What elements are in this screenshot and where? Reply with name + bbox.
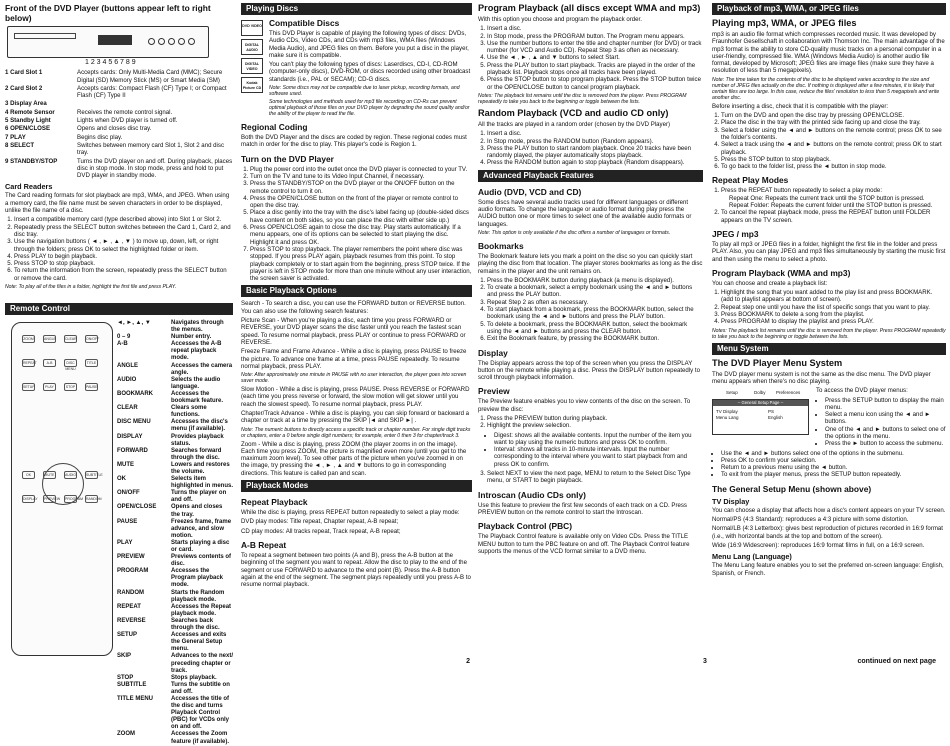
- remote-key-desc: Accesses the camera angle.: [171, 362, 233, 376]
- program-note: Notes: The playback list remains until the disc is removed from the player. Press PROGRAM repeatedly to take you back to the beginning or toggle between the lists.: [478, 92, 687, 105]
- ab-repeat-text: To repeat a segment between two points (A and B), press the A-B button at the beginning of the segment you want to repeat. Allow the disc to play to the end of the segment or use FORWARD to advance to the end point (B). Press the A-B button again at the end of the segment. The segment plays repeatedly until you press A-B to resume normal playback.: [241, 551, 471, 589]
- list-item: 4. Press PLAY to begin playback.: [14, 253, 233, 260]
- remote-key-desc: Turns the subtitle on and off.: [171, 681, 230, 695]
- list-item: 2. To create a bookmark, select a empty bookmark using the ◄ and ► buttons and press the PLAY button.: [487, 284, 703, 299]
- list-item: 5. Press STOP to stop playback.: [14, 260, 233, 267]
- front-title: Front of the DVD Player (buttons appear left to right below): [5, 3, 211, 23]
- list-item: 3. Select NEXT to view the next page, MENU to return to the Select Disc Type menu, or START to begin playback.: [487, 470, 703, 485]
- ab-repeat-title: A-B Repeat: [241, 539, 287, 550]
- remote-button-icon: STOP: [65, 385, 76, 389]
- list-item: 1. Insert a disc.: [487, 25, 703, 32]
- random-intro: All the tracks are played in a random order (chosen by the DVD Player): [478, 120, 671, 128]
- list-item: 1. Insert a disc.: [487, 130, 703, 137]
- list-item: • Press OK to confirm your selection.: [721, 457, 946, 464]
- chapter-advance-text: Chapter/Track Advance - While a disc is playing, you can skip forward or backward a chapter or track at a time by pressing the SKIP |◄ and SKIP ►| .: [241, 409, 470, 425]
- repeat-modes-list: [712, 187, 946, 223]
- remote-key-label: 0 – 9: [117, 334, 131, 341]
- program-steps-list: [478, 25, 703, 91]
- remote-key-desc: Lowers and restores the volume.: [171, 461, 230, 475]
- setup-screen: [712, 399, 809, 435]
- remote-key-desc: Accesses the A-B repeat playback mode.: [171, 341, 222, 362]
- remote-key-label: ZOOM: [117, 731, 135, 738]
- remote-key-label: OPEN/CLOSE: [117, 504, 157, 511]
- remote-key-desc: Accesses the disc's menu (if available).: [171, 419, 228, 433]
- list-item: 6. Press the STOP button to stop program playback. Press the STOP button twice or the OPEN/CLOSE button to cancel program playback.: [487, 76, 703, 91]
- front-item-row: [5, 69, 233, 84]
- program-wma-intro: You can choose and create a playback list:: [712, 279, 828, 287]
- incompatible-discs-text: You can't play the following types of discs: Laserdiscs, CD-I, CD-ROM (computer-only discs), DVD-ROM, or discs recorded using other broadcast standards (i.e., PAL or SECAM); CD-G discs.: [269, 61, 471, 83]
- audio-text: Some discs have several audio tracks used for different languages or different audio formats. To change the language or audio format during play press the AUDIO button one or more times to select one of the available audio formats or languages.: [478, 198, 692, 228]
- remote-button-icon: PROGRAM: [65, 497, 84, 501]
- regional-coding-text: Both the DVD Player and the discs are coded by region. These regional codes must match in order for the disc to play. This player's code is Region 1.: [241, 134, 467, 149]
- list-item: 3. Use the number buttons to enter the title and chapter number (for DVD) or track number (for VCD and Audio CD). Repeat Step 3 as often as necessary.: [487, 40, 703, 55]
- list-item: 1. Plug the power cord into the outlet once the DVD player is connected to your TV.: [250, 166, 472, 173]
- card-readers-text: The Card reading formats for slot playback are mp3, WMA, and JPEG. When using a memory card, the file name must be seven characters in order to be displayed, unlike the file name of a disc.: [5, 192, 230, 215]
- list-item: • One of the ◄ and ► buttons to select one of the options in the menu.: [825, 426, 946, 441]
- tv-display-option: Normal/PS (4:3 Standard): reproduces a 4:3 picture with some distortion.: [712, 516, 909, 524]
- remote-key-label: DISPLAY: [117, 433, 143, 440]
- list-item: • Select a menu icon using the ◄ and ► buttons.: [825, 411, 946, 426]
- list-item: 3. Press BOOKMARK to delete a song from the playlist.: [721, 311, 946, 318]
- repeat-modes-step: 2. To cancel the repeat playback mode, press the REPEAT button until FOLDER appears on the TV screen.: [721, 209, 946, 224]
- basic-playback-title: Basic Playback Options: [241, 285, 472, 297]
- preferences-icon: Preferences: [776, 390, 801, 396]
- front-item-row: [5, 142, 233, 157]
- freeze-frame-text: Freeze Frame and Frame Advance - While a disc is playing, press PAUSE to freeze the picture. To advance one frame at a time, press PAUSE repeatedly. To resume normal playback, press PLAY.: [241, 348, 467, 370]
- compatible-note: Note: Some discs may not be compatible due to laser pickup, recording formats, and software used.: [269, 85, 460, 98]
- tv-display-text: You can choose a display that affects how a disc's content appears on your TV screen.: [712, 506, 946, 514]
- list-item: 2. Place the disc in the tray with the printed side facing up and close the tray.: [721, 119, 946, 126]
- list-item: • Return to a previous menu using the ◄ button.: [721, 464, 946, 471]
- tv-display-options: [712, 516, 946, 549]
- zoom-text: Zoom - While a disc is playing, press ZOOM (the player zooms in on the image). Each time you press ZOOM, the picture is magnified even more (until you get to the maximum zoom level). To see other parts of the picture when you've zoomed in on the image, try pressing the ◄ , ► , ▲ and ▼ buttons to go in corresponding directions. This feature is called pan and scan.: [241, 440, 467, 477]
- remote-key-desc: Searches forward through the disc.: [171, 447, 222, 461]
- random-playback-title: Random Playback (VCD and audio CD only): [478, 107, 669, 118]
- remote-key-label: PLAY: [117, 539, 133, 546]
- remote-key-label: ◄, ►, ▲, ▼: [117, 320, 151, 326]
- front-item-desc: Opens and closes disc tray.: [77, 125, 152, 133]
- remote-control-illustration: [11, 322, 113, 656]
- remote-key-label: ON/OFF: [117, 490, 140, 497]
- disc-logo-icons: [241, 20, 263, 93]
- front-item-row: [5, 117, 233, 124]
- column-front-and-remote: [5, 0, 234, 745]
- dolby-icon: Dolby: [754, 390, 766, 396]
- list-item: • Digest: shows all the available contents. Input the number of the item you want to play using the numeric buttons and press OK to confirm.: [494, 432, 703, 447]
- dvd-player-front-illustration: [7, 26, 209, 58]
- front-item-desc: [77, 100, 233, 107]
- pbc-text: The Playback Control feature is available only on Video CDs. Press the TITLE MENU button to turn the PBC feature on and off. The Playback Control feature supports the menus of the VCD format similar to a DVD menu.: [478, 533, 690, 555]
- jpeg-mp3-title: JPEG / mp3: [712, 228, 759, 239]
- repeat-modes-step: 1. Press the REPEAT button repeatedly to select a play mode: Repeat One: Repeats the current track until the STOP button is pressed. Repeat Folder: Repeats the current folder until the STOP button is pressed.: [721, 187, 946, 209]
- audio-note: Note: This option is only available if the disc offers a number of languages or formats.: [478, 229, 671, 236]
- front-item-row: [5, 125, 233, 132]
- front-item-label: 9 STANDBY/STOP: [5, 157, 58, 165]
- list-item: 6. To return the information from the screen, repeatedly press the SELECT button or remove the card.: [14, 267, 233, 282]
- remote-key-desc: Number entry.: [171, 334, 212, 341]
- freeze-note: Note: After approximately one minute in PAUSE with no user interaction, the player goes into screen saver mode.: [241, 372, 467, 385]
- list-item: 3. Repeat Step 2 as often as necessary.: [487, 299, 703, 306]
- setup-screen-header: -- General Setup Page --: [713, 400, 808, 406]
- menu-lang-text: The Menu Lang feature enables you to set the preferred on-screen language: English, Spanish, or French.: [712, 562, 944, 577]
- remote-key-label: A-B: [117, 341, 128, 348]
- turn-on-steps-list: [241, 166, 472, 283]
- list-item: 3. Select a folder using the ◄ and ► buttons on the remote control; press OK to see the folder's contents.: [721, 127, 946, 142]
- remote-key-label: SUBTITLE: [117, 681, 147, 688]
- list-item: 3. Press the PLAY button to start random playback. Once 20 tracks have been randomly played, the player automatically stops playback.: [487, 145, 703, 160]
- remote-button-icon: PREVIEW: [44, 497, 61, 501]
- remote-key-label: TITLE MENU: [117, 695, 153, 702]
- list-item: • Interval: shows all tracks in 10-minute intervals. Input the number corresponding to the interval where you want to start playback from and press OK to confirm.: [494, 446, 703, 468]
- column-playing-discs: [241, 0, 472, 667]
- remote-key-label: REVERSE: [117, 617, 146, 624]
- tv-display-title: TV Display: [712, 496, 750, 506]
- front-callout-numbers: 1 2 3 4 5 6 7 8 9: [85, 59, 136, 66]
- list-item: 5. Press the PLAY button to start playback. Tracks are played in the order of the playback list. Playback stops once all tracks have been played.: [487, 62, 703, 77]
- front-item-label: 2 Card Slot 2: [5, 84, 43, 92]
- remote-button-icon: SETUP: [23, 385, 35, 389]
- front-item-row: [5, 158, 233, 180]
- remote-key-desc: Accesses the title of the disc and turns Playback Control (PBC) for VCDs only on and off.: [171, 695, 230, 731]
- front-item-desc: Lights when DVD player is turned off.: [77, 117, 178, 125]
- setup-menu-diagram: [712, 389, 812, 437]
- list-item: • To exit from the player menus, press the SETUP button repeatedly.: [721, 471, 946, 478]
- remote-key-label: BOOKMARK: [117, 390, 153, 397]
- list-item: 4. Press the RANDOM button again to stop playback (Random disappears).: [487, 159, 703, 166]
- list-item: 5. Place a disc gently into the tray with the disc's label facing up (double-sided discs have content on both sides, so you can place the disc with either side up.): [250, 209, 472, 224]
- disc-format-logo-icon: DIGITAL AUDIO: [241, 39, 263, 55]
- audio-title: Audio (DVD, VCD and CD): [478, 186, 582, 197]
- compatible-discs-title: Compatible Discs: [269, 18, 340, 28]
- list-item: • Use the ◄ and ► buttons select one of the options in the submenu.: [721, 450, 946, 457]
- front-item-desc: Accepts cards: Only Multi-Media Card (MMC); Secure Digital (SD) Memory Stick (MS) or Smart Media (SM): [77, 69, 223, 84]
- remote-key-desc: Stops playback.: [171, 674, 217, 681]
- list-item: 1. Turn on the DVD and open the disc tray by pressing OPEN/CLOSE.: [721, 112, 946, 119]
- remote-key-desc: Navigates through the menus.: [171, 320, 224, 334]
- list-item: 2. Repeatedly press the SELECT button switches between the Card 1, Card 2, and disc tray.: [14, 224, 233, 239]
- list-item: 4. Press the OPEN/CLOSE button on the front of the player or remote control to open the disc tray.: [250, 195, 472, 210]
- front-item-label: 7 PLAY: [5, 133, 26, 141]
- random-steps-list: [478, 130, 703, 166]
- remote-key-desc: Accesses the bookmark feature.: [171, 390, 224, 405]
- menu-lang-label: Menu Lang: [716, 415, 739, 421]
- front-item-label: 4 Remote Sensor: [5, 108, 55, 116]
- mp3-text: mp3 is an audio file format which compresses recorded music. It was developed by Fraunhofer Gesellschaft in collaboration with Thomson Inc. The main advantage of the mp3 format is the ability to store CD-quality music tracks on a personal computer in a user-friendly, compressed file. WMA (Windows Media Audio) is another audio file format, developed by Microsoft; JPEG files are image files (make sure they have a resolution of less than 5 megapixels).: [712, 31, 945, 75]
- remote-key-desc: Provides playback status.: [171, 433, 224, 447]
- repeat-one-option: Repeat One: Repeats the current track until the STOP button is pressed.: [729, 194, 925, 202]
- continued-label: continued on next page: [857, 657, 936, 665]
- remote-key-desc: Searches back through the disc.: [171, 617, 220, 632]
- remote-button-icon: ANGLE: [44, 337, 56, 341]
- front-item-label: 8 SELECT: [5, 141, 35, 149]
- remote-key-desc: Accesses the Zoom feature (if available).: [171, 731, 230, 745]
- remote-key-label: PROGRAM: [117, 568, 149, 575]
- general-setup-title: The General Setup Menu (shown above): [712, 483, 872, 494]
- list-item: 3. Press the STANDBY/STOP on the DVD player or the ON/OFF button on the remote control to turn it on.: [250, 180, 472, 195]
- list-item: 2. Turn on the TV and tune to its Video Input Channel, if necessary.: [250, 173, 472, 180]
- preview-steps2-list: [478, 470, 703, 485]
- remote-key-label: CLEAR: [117, 405, 138, 412]
- advanced-features-title: Advanced Playback Features: [478, 170, 703, 182]
- bookmark-steps-list: [478, 277, 703, 343]
- front-item-label: 3 Display Area: [5, 100, 47, 108]
- front-item-desc: Accepts cards: Compact Flash (CF) Type I; or Compact Flash (CF) Type II: [77, 84, 227, 100]
- disc-format-logo-icon: DVD VIDEO: [241, 20, 263, 36]
- list-item: 1. Press the BOOKMARK button during playback (a menu is displayed).: [487, 277, 703, 284]
- remote-key-label: OK: [117, 476, 126, 483]
- front-item-desc: Receives the remote control signal.: [77, 108, 173, 116]
- repeat-text: While the disc is playing, press REPEAT button repeatedly to select a play mode:: [241, 509, 460, 517]
- tv-display-option: Normal/LB (4:3 Letterbox): gives best reproduction of pictures recorded in 16:9 format (i.e., with horizontal bands at the top and bottom of the screen).: [712, 525, 944, 540]
- column-program-advanced: [478, 0, 707, 667]
- remote-key-desc: Opens and closes the tray.: [171, 504, 223, 518]
- preview-text: The Preview feature enables you to view contents of the disc on the screen. To preview the disc:: [478, 398, 691, 413]
- remote-key-desc: Selects the audio language.: [171, 376, 221, 390]
- turn-on-title: Turn on the DVD Player: [241, 153, 334, 164]
- remote-key-label: PAUSE: [117, 518, 138, 525]
- list-item: • Press the ► button to access the submenu.: [825, 440, 946, 447]
- display-title: Display: [478, 347, 508, 358]
- card-step-note: Note: To play all of the files in a folder, highlight the first file and press PLAY.: [5, 284, 177, 291]
- chapter-note: Note: The numeric buttons to directly access a specific track or chapter number. For single digit tracks or chapters, enter a 0 before single digit numbers; for example, enter 0 then 3 for chapter/track 3.: [241, 426, 471, 439]
- remote-key-desc: Accesses the Repeat playback mode.: [171, 603, 232, 617]
- remote-button-icon: PLAY: [43, 383, 56, 391]
- repeat-cd-modes: CD play modes: All tracks repeat, Track repeat, A-B repeat;: [241, 527, 401, 535]
- introscan-title: Introscan (Audio CDs only): [478, 489, 586, 500]
- list-item: 6. To go back to the folder list, press the ◄ button in stop mode.: [721, 163, 946, 170]
- remote-button-icon: SUBTITLE: [86, 473, 103, 477]
- setup-icon: Setup: [726, 390, 738, 396]
- front-item-label: 1 Card Slot 1: [5, 69, 43, 77]
- list-item: 4. To start playback from a bookmark, press the BOOKMARK button, select the bookmark using the ◄ and ► buttons and press the PLAY button.: [487, 306, 703, 321]
- front-item-row: [5, 85, 233, 100]
- program-playback-title: Program Playback (all discs except WMA and mp3): [478, 3, 701, 13]
- remote-button-icon: ZOOM: [23, 337, 34, 341]
- tv-display-value: PS: [768, 409, 775, 415]
- tv-display-option: Wide (16:9 Widescreen): reproduces 16:9 format films in full, on a 16:9 screen.: [712, 541, 925, 549]
- bookmarks-title: Bookmarks: [478, 240, 524, 251]
- player-button-icon: [148, 38, 155, 45]
- front-item-label: 6 OPEN/CLOSE: [5, 125, 51, 133]
- list-item: • Press the SETUP button to display the main menu.: [825, 397, 946, 412]
- list-item: 7. Press STOP to stop playback. The player remembers the point where disc was stopped. If you press PLAY again, playback resumes from this point. To stop playback completely or to start again from the beginning, press STOP twice. If the player is left in STOP mode for more than one minute without any user interaction, the screen saver is activated.: [250, 246, 472, 282]
- menu-bullets-list: [712, 450, 946, 479]
- list-item: 3. Use the navigation buttons ( ◄ , ► , ▲ , ▼ ) to move up, down, left, or right through the folders; press OK to select the highlighted folder or item.: [14, 238, 233, 253]
- preview-steps-list: [478, 415, 703, 430]
- remote-button-icon: OK: [22, 471, 35, 479]
- remote-key-label: DISC MENU: [117, 419, 151, 426]
- player-button-icon: [168, 38, 175, 45]
- list-item: 6. Press OPEN/CLOSE again to close the disc tray. Play starts automatically. If a menu appears, one of its options can be selected to start playing the disc. Highlight it and press OK.: [250, 224, 472, 246]
- list-item: 4. Select a track using the ◄ and ► buttons on the remote control; press OK to start playback.: [721, 141, 946, 156]
- remote-button-icon: CLEAR: [65, 337, 77, 341]
- repeat-playback-title: Repeat Playback: [241, 497, 308, 508]
- front-item-desc: Begins disc play.: [77, 133, 123, 141]
- list-item: 2. Highlight the preview selection.: [487, 422, 703, 429]
- remote-key-label: SETUP: [117, 632, 138, 639]
- repeat-folder-option: Repeat Folder: Repeats the current folder until the STOP button is pressed.: [729, 202, 933, 210]
- remote-key-label: MUTE: [117, 461, 134, 468]
- display-illustration: [98, 35, 132, 45]
- list-item: 1. Press the PREVIEW button during playback.: [487, 415, 703, 422]
- front-item-desc: Switches between memory card Slot 1, Slot 2 and disc tray.: [77, 141, 224, 157]
- remote-key-desc: Advances to the next/ preceding chapter or track.: [171, 653, 234, 674]
- list-item: 1. Highlight the song that you want added to the play list and press BOOKMARK. (add to playlist appears at bottom of screen).: [721, 289, 946, 304]
- menu-lang-title: Menu Lang (Language): [712, 552, 792, 562]
- compatible-discs-text: This DVD Player is capable of playing the following types of discs: DVDs, Audio CDs, Video CDs, and CDs with mp3 files, WMA files (Windows Media Audio), and JPEG files on them. Before you put a disc in the player, make sure it is compatible.: [269, 30, 469, 59]
- program-wma-steps-list: [712, 289, 946, 325]
- list-item: 2. In Stop mode, press the PROGRAM button. The Program menu appears.: [487, 33, 703, 40]
- display-text: The Display appears across the top of the screen when you press the DISPLAY button on the remote while playing a disc. Press the DISPLAY button repeatedly to scroll through playback information.: [478, 359, 700, 382]
- remote-key-label: PREVIEW: [117, 554, 145, 561]
- remote-button-icon: ON/OFF: [86, 337, 100, 341]
- card-readers-title: Card Readers: [5, 182, 53, 192]
- remote-button-icon: TITLE: [86, 361, 97, 365]
- preview-title: Preview: [478, 386, 510, 397]
- remote-key-desc: Previews contents of disc.: [171, 554, 232, 568]
- remote-button-icon: MUTE: [44, 473, 55, 477]
- remote-key-desc: Accesses the Program playback mode.: [171, 568, 224, 589]
- menu-lang-value: English: [768, 415, 783, 421]
- front-items-list: [5, 69, 233, 179]
- page-number: 3: [703, 657, 707, 665]
- remote-key-label: REPEAT: [117, 603, 141, 610]
- remote-key-label: RANDOM: [117, 589, 144, 596]
- jpeg-mp3-text: To play all mp3 or JPEG files in a folder, highlight the first file in the folder and press PLAY. Also, you can play JPEG and mp3 files simultaneously by starting the music first and then using the menu to select a photo.: [712, 240, 946, 263]
- list-item: 2. In Stop mode, press the RANDOM button (Random appears).: [487, 138, 703, 145]
- front-item-label: 5 Standby Light: [5, 117, 51, 125]
- remote-key-label: STOP: [117, 674, 134, 681]
- remote-button-icon: DISC MENU: [65, 361, 76, 371]
- playback-modes-title: Playback Modes: [241, 480, 472, 492]
- mp3-section-title: Playback of mp3, WMA, or JPEG files: [712, 3, 946, 15]
- playing-discs-title: Playing Discs: [241, 3, 472, 15]
- remote-items-table: [117, 320, 233, 746]
- preview-bullets-list: [478, 432, 703, 468]
- player-button-icon: [188, 38, 195, 45]
- slow-motion-text: Slow Motion - While a disc is playing, press PAUSE. Press REVERSE or FORWARD (each time you press reverse or forward, the slow motion will get slower until you reach the slowest speed). To resume normal playback, press PLAY.: [241, 386, 470, 408]
- mp3-note: Some technologies and methods used for mp3 file recording on CD-Rs can prevent optimal playback of those files on your DVD player by degrading the sound quality and/or the ability of the player to read the file.: [269, 99, 470, 118]
- remote-button-icon: PAUSE: [86, 385, 98, 389]
- remote-key-label: SKIP: [117, 653, 132, 660]
- menu-system-title: Menu System: [712, 343, 946, 355]
- mp3-note: Note: The time taken for the contents of the disc to be displayed varies according to the size and number of JPEG files actually on the disc. If nothing is displayed after a few minutes, it is likely that certain files are too large. In this case, reduce the files' resolution to less than 5 megapixels and write another disc.: [712, 76, 940, 101]
- page-number: 2: [466, 657, 470, 665]
- remote-button-icon: A-B: [43, 359, 56, 367]
- list-item: 4. Use the ◄ , ► , ▲ and ▼ buttons to select Start.: [487, 54, 703, 61]
- repeat-dvd-modes: DVD play modes: Title repeat, Chapter repeat, A-B repeat;: [241, 518, 399, 526]
- menu-access-title: To access the DVD player menus:: [816, 387, 908, 395]
- card-slot-illustration: [14, 33, 76, 39]
- front-item-row: [5, 134, 233, 141]
- disc-format-logo-icon: Kodak Picture CD: [241, 77, 263, 93]
- program-intro: With this option you choose and program the playback order.: [478, 16, 642, 23]
- program-wma-title: Program Playback (WMA and mp3): [712, 267, 851, 278]
- front-item-desc: Turns the DVD player on and off. During playback, places disc in stop mode. In stop mode, press and hold to put DVD player in standby mode.: [77, 157, 233, 180]
- list-item: 6. Exit the Bookmark feature, by pressing the BOOKMARK button.: [487, 335, 703, 342]
- remote-key-label: FORWARD: [117, 447, 148, 454]
- remote-button-icon: DISPLAY: [23, 497, 38, 501]
- program-wma-note: Notes: The playback list remains until the disc is removed from the player. Press PROGRAM repeatedly to take you back to the beginning or toggle between the lists.: [712, 327, 946, 340]
- remote-key-desc: Clears some functions.: [171, 405, 207, 419]
- tv-display-label: TV Display: [716, 409, 738, 415]
- menu-system-heading: The DVD Player Menu System: [712, 357, 843, 368]
- mp3-title: Playing mp3, WMA, or JPEG files: [712, 18, 857, 28]
- menu-access-list: [816, 397, 946, 448]
- remote-key-desc: Accesses and exits the General Setup menu.: [171, 632, 227, 653]
- remote-key-desc: Starts playing a disc or card.: [171, 539, 230, 553]
- picture-scan-text: Picture Scan - When you're playing a disc, each time you press FORWARD or REVERSE, your DVD player scans the disc faster until you reach the fastest scan speed. To resume normal playback, press PLAY or continue to press FORWARD or REVERSE.: [241, 317, 466, 346]
- remote-key-desc: Freezes frame, frame advance, and slow motion.: [171, 518, 232, 539]
- remote-control-title: Remote Control: [5, 303, 233, 315]
- mp3-before-text: Before inserting a disc, check that it is compatible with the player:: [712, 102, 889, 110]
- column-mp3-menu: [712, 0, 946, 667]
- remote-key-label: ANGLE: [117, 362, 138, 369]
- remote-key-desc: Selects item highlighted in menus.: [171, 476, 233, 490]
- remote-key-desc: Turns the player on and off.: [171, 490, 227, 504]
- remote-button-icon: REPEAT: [23, 361, 37, 365]
- pbc-title: Playback Control (PBC): [478, 521, 573, 532]
- remote-key-desc: Starts the Random playback mode.: [171, 589, 225, 603]
- regional-coding-title: Regional Coding: [241, 122, 308, 133]
- front-item-row: [5, 100, 233, 107]
- introscan-text: Use this feature to preview the first few seconds of each track on a CD. Press PREVIEW button on the remote control to start the Introscan.: [478, 501, 687, 516]
- disc-format-logo-icon: DIGITAL VIDEO: [241, 58, 263, 74]
- list-item: 2. Repeat step one until you have the list of specific songs that you want to play.: [721, 304, 946, 311]
- remote-button-icon: RANDOM: [86, 497, 102, 501]
- list-item: 4. Press PROGRAM to display the playlist and press PLAY.: [721, 318, 946, 325]
- remote-button-icon: AUDIO: [65, 473, 77, 477]
- bookmarks-text: The Bookmark feature lets you mark a point on the disc so you can quickly start playing the disc from that location. The player stores bookmarks as long as the disc remains in the player and the unit remains on.: [478, 252, 703, 275]
- list-item: 1. Insert a compatible memory card (type described above) into Slot 1 or Slot 2.: [14, 216, 233, 223]
- mp3-steps-list: [712, 112, 946, 170]
- player-button-icon: [178, 38, 185, 45]
- front-item-row: [5, 109, 233, 116]
- list-item: 5. To delete a bookmark, press the BOOKMARK button, select the bookmark using the ◄ and ► buttons and press the CLEAR button.: [487, 321, 703, 336]
- menu-system-text: The DVD player menu system is not the same as the disc menu. The DVD player menu appears when there's no disc playing.: [712, 370, 931, 385]
- list-item: 5. Press the STOP button to stop playback.: [721, 156, 946, 163]
- card-steps-list: [5, 216, 233, 282]
- search-text: Search - To search a disc, you can use the FORWARD button or REVERSE button. You can also use the following search features:: [241, 300, 466, 315]
- remote-key-label: AUDIO: [117, 376, 137, 383]
- repeat-modes-title: Repeat Play Modes: [712, 175, 789, 186]
- player-button-icon: [158, 38, 165, 45]
